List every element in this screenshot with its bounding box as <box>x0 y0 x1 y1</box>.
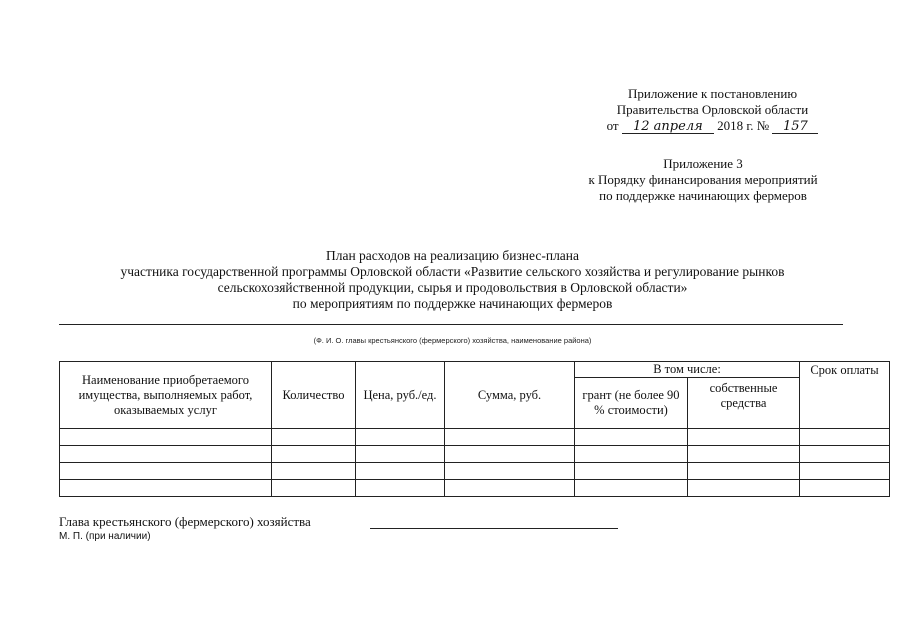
header-term: Срок оплаты <box>800 362 890 429</box>
handwritten-number: 157 <box>772 120 818 134</box>
stamp-label: М. П. (при наличии) <box>59 531 151 542</box>
table-cell[interactable] <box>800 463 890 480</box>
table-cell[interactable] <box>445 480 575 497</box>
header-sum: Сумма, руб. <box>445 362 575 429</box>
header-grant: грант (не более 90 % стоимости) <box>575 378 688 429</box>
table-cell[interactable] <box>445 446 575 463</box>
decree-appendix-line2: Правительства Орловской области <box>616 102 809 117</box>
table-cell[interactable] <box>272 446 356 463</box>
table-cell[interactable] <box>60 446 272 463</box>
date-prefix: от <box>606 118 619 133</box>
table-cell[interactable] <box>575 480 688 497</box>
fio-caption: (Ф. И. О. главы крестьянского (фермерского) хозяйства, наименование района) <box>313 336 592 345</box>
header-own: собственные средства <box>688 378 800 429</box>
table-cell[interactable] <box>688 463 800 480</box>
table-cell[interactable] <box>60 480 272 497</box>
decree-appendix-line1: Приложение к постановлению <box>627 86 798 101</box>
table-cell[interactable] <box>60 429 272 446</box>
table-cell[interactable] <box>688 480 800 497</box>
title-line4: по мероприятиям по поддержке начинающих фермеров <box>292 296 613 311</box>
appendix3-line2: к Порядку финансирования мероприятий <box>588 172 818 187</box>
table-cell[interactable] <box>272 463 356 480</box>
table-cell[interactable] <box>356 463 445 480</box>
table-cell[interactable] <box>800 429 890 446</box>
year-number-label: 2018 г. № <box>717 118 770 133</box>
table-cell[interactable] <box>688 429 800 446</box>
table-cell[interactable] <box>356 446 445 463</box>
table-cell[interactable] <box>60 463 272 480</box>
table-cell[interactable] <box>575 463 688 480</box>
table-cell[interactable] <box>272 480 356 497</box>
table-cell[interactable] <box>688 446 800 463</box>
table-cell[interactable] <box>356 480 445 497</box>
table-cell[interactable] <box>800 446 890 463</box>
table-cell[interactable] <box>800 480 890 497</box>
expense-table <box>59 361 890 497</box>
table-cell[interactable] <box>575 446 688 463</box>
header-quantity: Количество <box>272 362 356 429</box>
appendix3-line1: Приложение 3 <box>663 156 743 171</box>
table-row <box>60 429 890 446</box>
table-cell[interactable] <box>445 429 575 446</box>
title-line1: План расходов на реализацию бизнес-плана <box>325 248 580 263</box>
decree-date-line <box>590 118 835 134</box>
table-row <box>60 446 890 463</box>
fio-fill-line <box>59 324 843 325</box>
header-name: Наименование приобретаемого имущества, выполняемых работ, оказываемых услуг <box>60 362 272 429</box>
handwritten-date: 12 апреля <box>622 120 714 134</box>
table-header-row <box>60 362 890 378</box>
header-including: В том числе: <box>575 362 800 378</box>
table-cell[interactable] <box>575 429 688 446</box>
title-line2: участника государственной программы Орловской области «Развитие сельского хозяйства и регулирование рынков <box>120 264 785 279</box>
head-label: Глава крестьянского (фермерского) хозяйства <box>59 514 311 529</box>
table-cell[interactable] <box>356 429 445 446</box>
table-cell[interactable] <box>272 429 356 446</box>
title-line3: сельскохозяйственной продукции, сырья и продовольствия в Орловской области» <box>217 280 688 295</box>
signature-line[interactable] <box>370 528 618 529</box>
table-cell[interactable] <box>445 463 575 480</box>
header-price: Цена, руб./ед. <box>356 362 445 429</box>
table-row <box>60 480 890 497</box>
table-row <box>60 463 890 480</box>
appendix3-line3: по поддержке начинающих фермеров <box>599 188 807 203</box>
